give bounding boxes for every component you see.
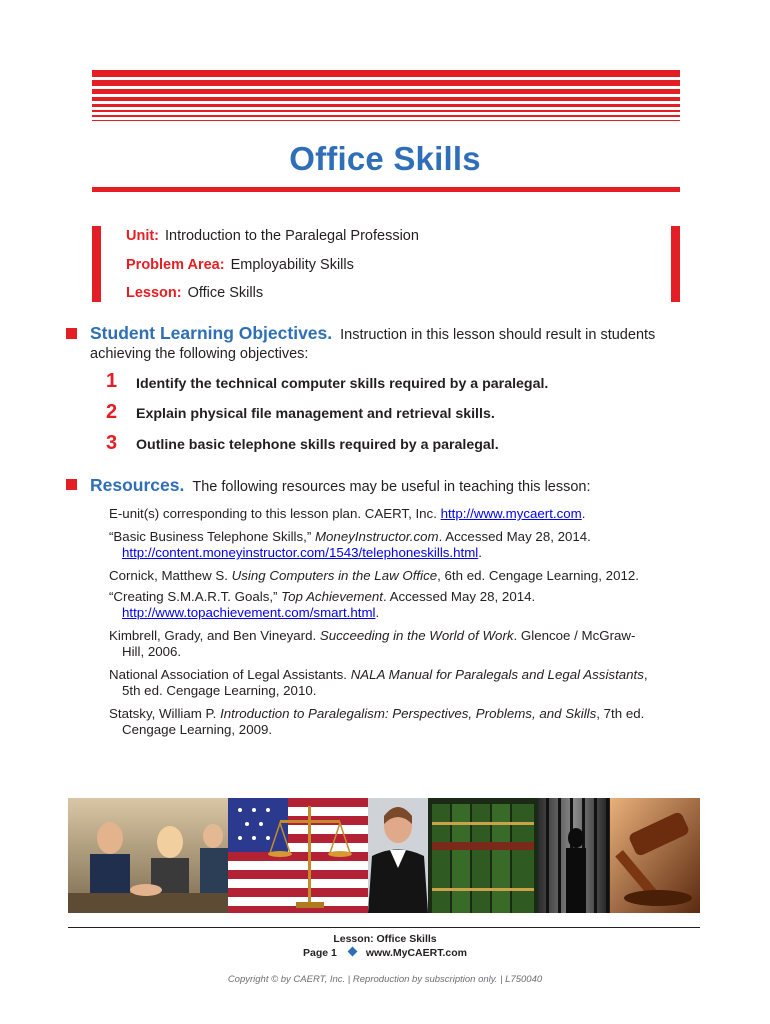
objectives-heading: Student Learning Objectives.: [90, 323, 333, 343]
title-rule: [92, 187, 680, 192]
objectives-bullet-icon: [66, 328, 77, 339]
page-title: Office Skills: [289, 140, 481, 177]
footer-page: Page 1: [303, 947, 337, 959]
objective-text: Identify the technical computer skills required by a paralegal.: [136, 376, 549, 392]
jail-cell-icon: [538, 798, 610, 913]
objective-number: 1: [106, 370, 118, 392]
unit-line: [126, 228, 419, 244]
law-books-icon: [428, 798, 538, 913]
problem-area-value: Employability Skills: [230, 257, 354, 273]
resources-heading-line: [90, 475, 591, 496]
resource-item-cont: Cengage Learning, 2009.: [122, 722, 273, 737]
problem-area-label: Problem Area:: [126, 257, 225, 273]
resource-item-cont: http://content.moneyinstructor.com/1543/telephoneskills.html.: [122, 545, 482, 560]
resource-link[interactable]: http://www.topachievement.com/smart.html: [122, 605, 376, 620]
footer-page-row: [0, 947, 770, 959]
resource-item: “Basic Business Telephone Skills,” MoneyInstructor.com. Accessed May 28, 2014.: [109, 529, 591, 544]
gavel-icon: [610, 798, 700, 913]
objective-number: 3: [106, 432, 118, 454]
info-right-bar: [671, 226, 680, 302]
footer-lesson: Lesson: Office Skills: [333, 933, 437, 945]
objectives-intro: Instruction in this lesson should result in students: [340, 327, 656, 343]
info-left-bar: [92, 226, 101, 302]
resource-link[interactable]: http://www.mycaert.com: [440, 506, 582, 521]
copyright: Copyright © by CAERT, Inc. | Reproduction by subscription only. | L750040: [227, 974, 543, 985]
problem-area-line: [126, 257, 354, 273]
objective-number: 2: [106, 401, 118, 423]
resources-heading: Resources.: [90, 475, 185, 495]
footer-rule: [68, 927, 700, 928]
objectives-intro-cont: achieving the following objectives:: [90, 346, 309, 362]
objective-text: Outline basic telephone skills required by a paralegal.: [136, 437, 499, 453]
resources-intro: The following resources may be useful in teaching this lesson:: [192, 479, 591, 495]
objective-text: Explain physical file management and retrieval skills.: [136, 406, 495, 422]
resource-item-cont: 5th ed. Cengage Learning, 2010.: [122, 683, 317, 698]
objectives-heading-line: [90, 323, 655, 344]
resource-item: Kimbrell, Grady, and Ben Vineyard. Succeeding in the World of Work. Glencoe / McGraw-: [109, 628, 636, 643]
resource-item: E-unit(s) corresponding to this lesson plan. CAERT, Inc. http://www.mycaert.com.: [109, 506, 586, 521]
resource-item-cont: http://www.topachievement.com/smart.html.: [122, 605, 380, 620]
business-meeting-icon: [68, 798, 228, 913]
resource-item: Statsky, William P. Introduction to Paralegalism: Perspectives, Problems, and Skills, 7th ed.: [109, 706, 645, 721]
resource-item: Cornick, Matthew S. Using Computers in the Law Office, 6th ed. Cengage Learning, 2012.: [109, 568, 639, 583]
lesson-label: Lesson:: [126, 285, 182, 301]
lesson-line: [126, 285, 263, 301]
header-banner: [92, 70, 680, 122]
judge-icon: [368, 798, 428, 913]
resource-item: National Association of Legal Assistants. NALA Manual for Paralegals and Legal Assistants,: [109, 667, 648, 682]
unit-label: Unit:: [126, 228, 160, 244]
resources-bullet-icon: [66, 479, 77, 490]
diamond-icon: [347, 947, 357, 957]
resource-item-cont: Hill, 2006.: [122, 644, 182, 659]
resource-link[interactable]: http://content.moneyinstructor.com/1543/telephoneskills.html: [122, 545, 479, 560]
photo-collage: [68, 798, 700, 913]
lesson-value: Office Skills: [187, 285, 264, 301]
unit-value: Introduction to the Paralegal Profession: [165, 228, 419, 244]
footer-site: www.MyCAERT.com: [365, 947, 467, 959]
resource-item: “Creating S.M.A.R.T. Goals,” Top Achievement. Accessed May 28, 2014.: [109, 589, 536, 604]
